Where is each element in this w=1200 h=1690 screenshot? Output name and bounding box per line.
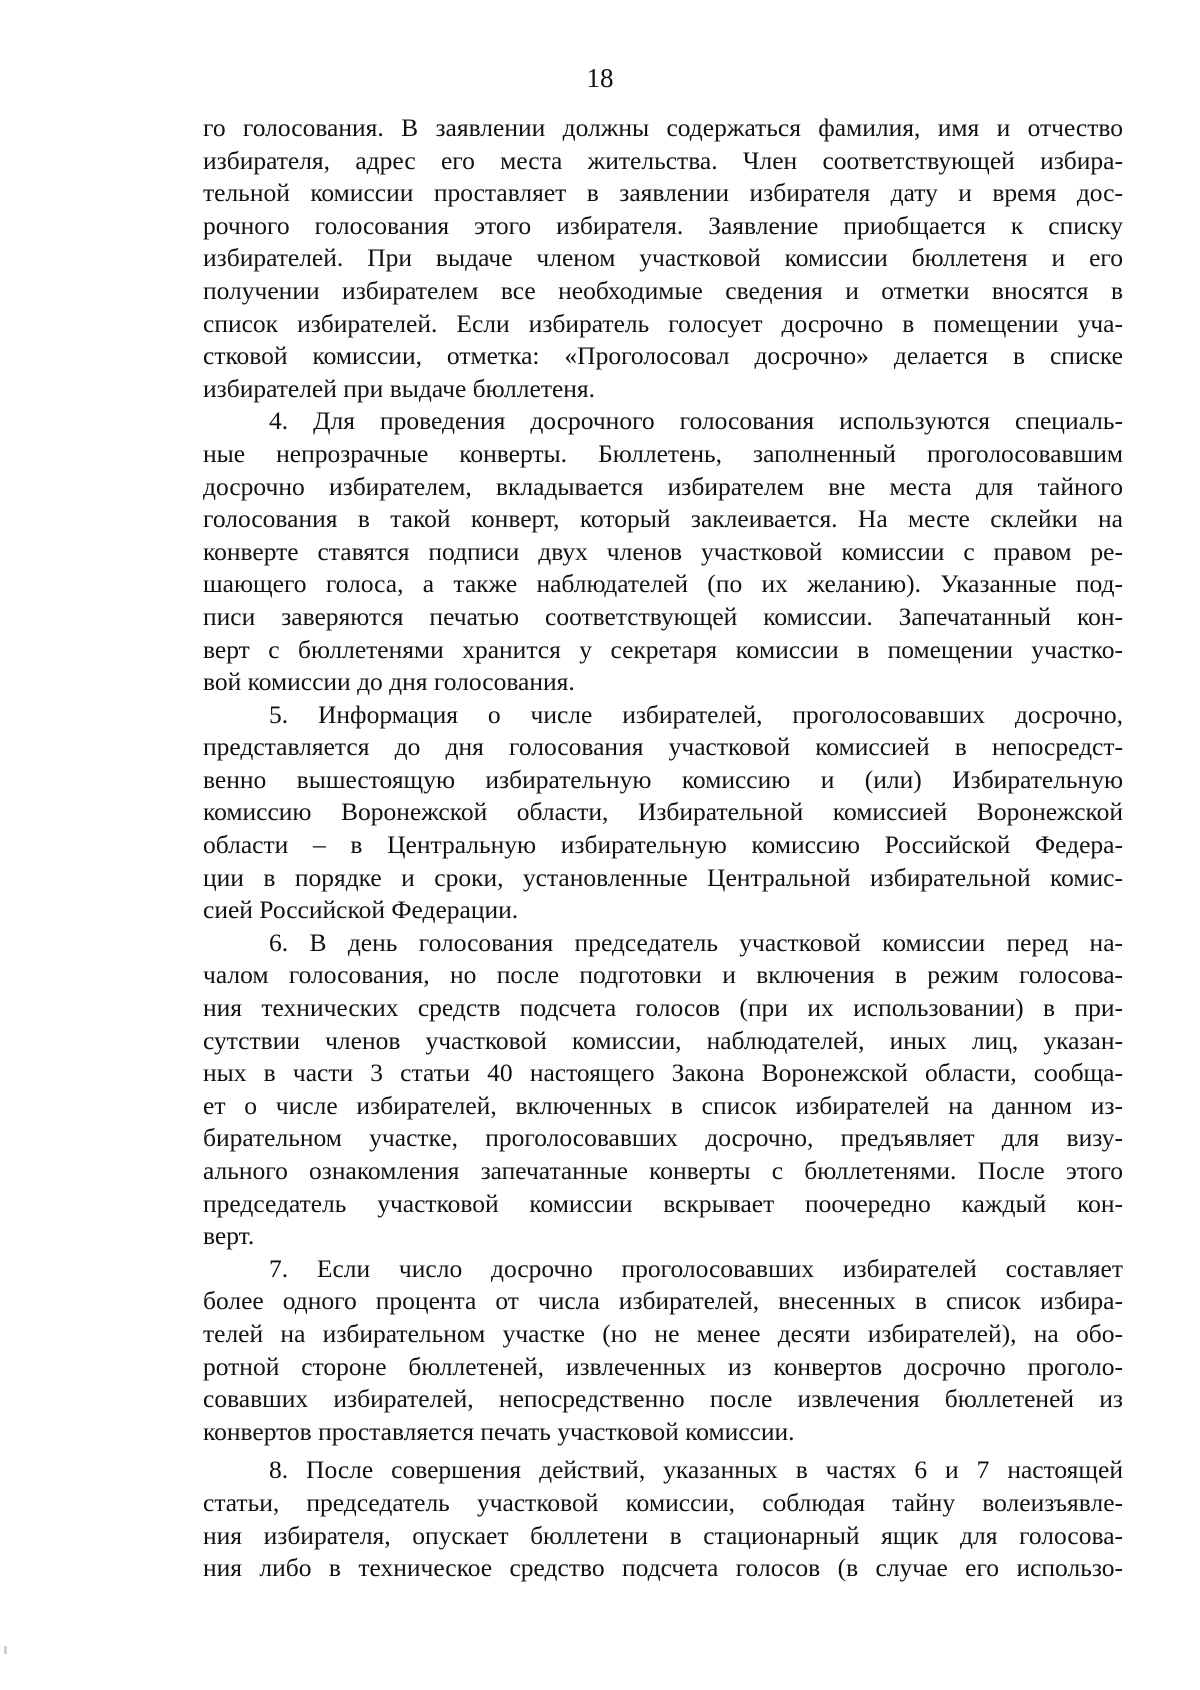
text-line: го голосования. В заявлении должны содержаться фамилия, имя и отчество: [203, 113, 1123, 142]
text-line: области – в Центральную избирательную комиссию Российской Федера-: [203, 830, 1123, 860]
text-line: бирательном участке, проголосовавших досрочно, предъявляет для визу-: [203, 1123, 1123, 1153]
text-line: статьи, председатель участковой комиссии, соблюдая тайну волеизъявле-: [203, 1487, 1123, 1517]
text-line: избирателей. При выдаче членом участковой комиссии бюллетеня и его: [203, 243, 1123, 273]
text-line: более одного процента от числа избирателей, внесенных в список избира-: [203, 1286, 1123, 1316]
text-line: тельной комиссии проставляет в заявлении избирателя дату и время дос-: [203, 178, 1123, 208]
text-line: ния либо в техническое средство подсчета голосов (в случае его использо-: [203, 1553, 1123, 1583]
paragraph-7-start: 7. Если число досрочно проголосовавших избирателей составляет: [269, 1253, 1123, 1283]
text-line: писи заверяются печатью соответствующей комиссии. Запечатанный кон-: [203, 601, 1123, 631]
scan-mark: [4, 1646, 7, 1654]
text-line: рочного голосования этого избирателя. Заявление приобщается к списку: [203, 210, 1123, 240]
text-line: венно вышестоящую избирательную комиссию и (или) Избирательную: [203, 764, 1123, 794]
text-line: сией Российской Федерации.: [203, 895, 519, 925]
text-line: голосования в такой конверт, который заклеивается. На месте склейки на: [203, 504, 1123, 534]
text-line: ния технических средств подсчета голосов (при их использовании) в при-: [203, 993, 1123, 1023]
text-line: председатель участковой комиссии вскрывает поочередно каждый кон-: [203, 1188, 1123, 1218]
text-line: шающего голоса, а также наблюдателей (по их желанию). Указанные под-: [203, 569, 1123, 599]
text-line: досрочно избирателем, вкладывается избирателем вне места для тайного: [203, 471, 1123, 501]
text-line: список избирателей. Если избиратель голосует досрочно в помещении уча-: [203, 308, 1123, 338]
text-line: конвертов проставляется печать участковой комиссии.: [203, 1416, 795, 1446]
text-line: верт с бюллетенями хранится у секретаря комиссии в помещении участко-: [203, 634, 1123, 664]
paragraph-8-start: 8. После совершения действий, указанных в частях 6 и 7 настоящей: [269, 1455, 1123, 1485]
text-line: получении избирателем все необходимые сведения и отметки вносятся в: [203, 275, 1123, 305]
text-line: ных в части 3 статьи 40 настоящего Закона Воронежской области, сообща-: [203, 1058, 1123, 1088]
text-line: ния избирателя, опускает бюллетени в стационарный ящик для голосова-: [203, 1520, 1123, 1550]
paragraph-4-start: 4. Для проведения досрочного голосования используются специаль-: [269, 406, 1123, 436]
text-line: избирателя, адрес его места жительства. Член соответствующей избира-: [203, 145, 1123, 175]
text-line: совавших избирателей, непосредственно после извлечения бюллетеней из: [203, 1384, 1123, 1414]
text-line: телей на избирательном участке (но не менее десяти избирателей), на обо-: [203, 1318, 1123, 1348]
text-line: ротной стороне бюллетеней, извлеченных из конвертов досрочно проголо-: [203, 1351, 1123, 1381]
text-line: ные непрозрачные конверты. Бюллетень, заполненный проголосовавшим: [203, 438, 1123, 468]
text-line: конверте ставятся подписи двух членов участковой комиссии с правом ре-: [203, 536, 1123, 566]
text-line: ет о числе избирателей, включенных в список избирателей на данном из-: [203, 1090, 1123, 1120]
text-line: вой комиссии до дня голосования.: [203, 667, 575, 697]
text-line: ции в порядке и сроки, установленные Центральной избирательной комис-: [203, 862, 1123, 892]
document-body: [203, 112, 1123, 1585]
paragraph-6-start: 6. В день голосования председатель участковой комиссии перед на-: [269, 927, 1123, 957]
text-line: ального ознакомления запечатанные конверты с бюллетенями. После этого: [203, 1156, 1123, 1185]
text-line: представляется до дня голосования участковой комиссией в непосредст-: [203, 732, 1123, 762]
text-line: сутствии членов участковой комиссии, наблюдателей, иных лиц, указан-: [203, 1025, 1123, 1055]
paragraph-5-start: 5. Информация о числе избирателей, проголосовавших досрочно,: [269, 699, 1123, 729]
text-line: верт.: [203, 1221, 255, 1251]
text-line: чалом голосования, но после подготовки и включения в режим голосова-: [203, 960, 1123, 990]
text-line: стковой комиссии, отметка: «Проголосовал досрочно» делается в списке: [203, 341, 1123, 371]
text-line: комиссию Воронежской области, Избирательной комиссией Воронежской: [203, 797, 1123, 827]
text-line: избирателей при выдаче бюллетеня.: [203, 373, 596, 403]
page-number: 18: [586, 63, 614, 93]
